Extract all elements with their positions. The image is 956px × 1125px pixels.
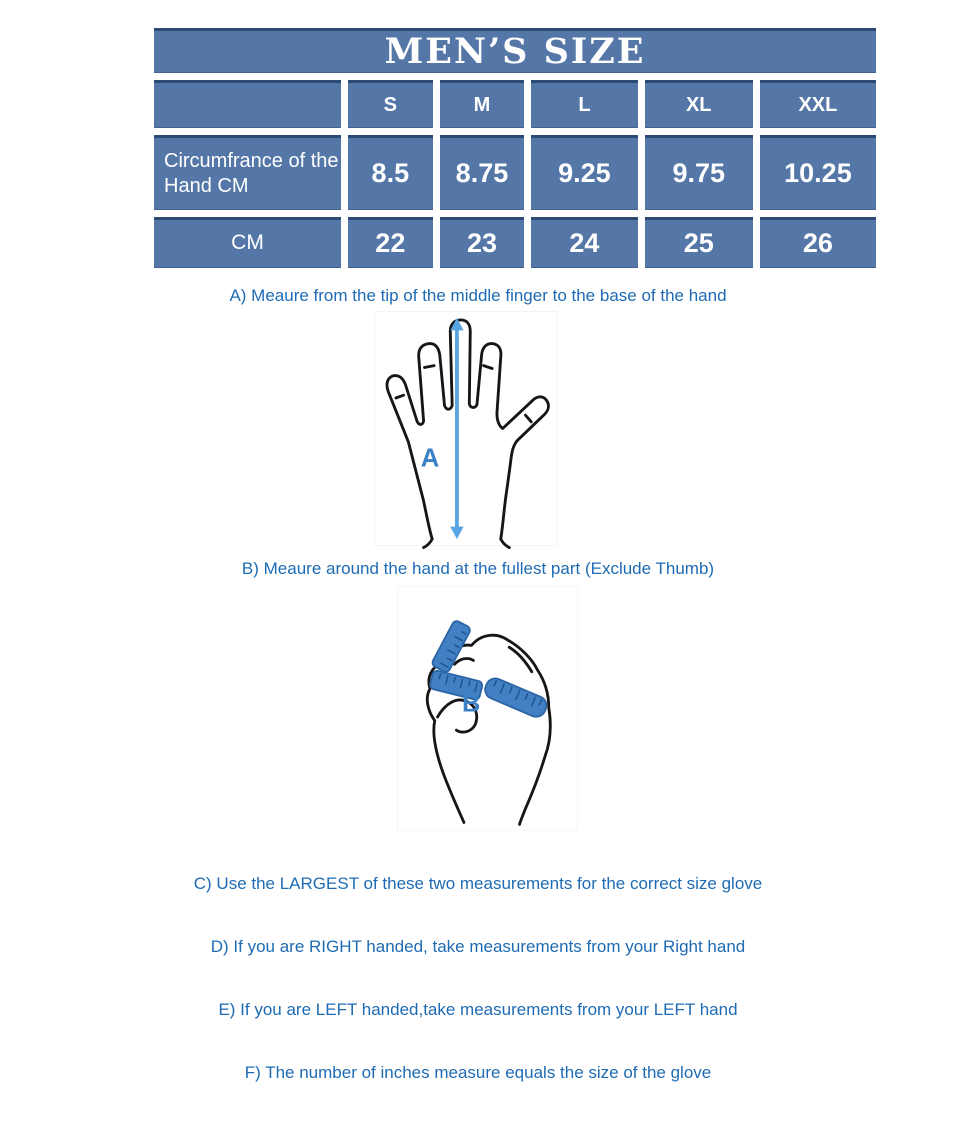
instruction-block [0, 831, 956, 1125]
instruction-a: A) Meaure from the tip of the middle finger to the base of the hand [229, 286, 727, 305]
circumference-value-l: 9.25 [531, 135, 637, 210]
cm-value-l: 24 [531, 217, 637, 268]
corner-cell [154, 80, 341, 128]
open-hand-illustration [375, 312, 556, 545]
row-label-circumference: Circumfrance of the Hand CM [154, 135, 341, 210]
label-a: A [420, 444, 440, 473]
row-label-cm: CM [154, 217, 341, 268]
fist-illustration [398, 587, 577, 830]
instruction-b: B) Meaure around the hand at the fullest part (Exclude Thumb) [241, 559, 715, 578]
circumference-value-m: 8.75 [440, 135, 525, 210]
fist-measure-diagram [397, 586, 578, 831]
circumference-value-xxl: 10.25 [760, 135, 876, 210]
column-header-m: M [440, 80, 525, 128]
column-header-xxl: XXL [760, 80, 876, 128]
circumference-value-s: 8.5 [348, 135, 433, 210]
cm-value-m: 23 [440, 217, 525, 268]
instruction-c: C) Use the LARGEST of these two measurements for the correct size glove [193, 874, 763, 893]
hand-measure-diagram [374, 311, 557, 546]
cm-value-s: 22 [348, 217, 433, 268]
cm-value-xl: 25 [645, 217, 753, 268]
column-header-l: L [531, 80, 637, 128]
circumference-value-xl: 9.75 [645, 135, 753, 210]
table-title: MEN’S SIZE [154, 28, 876, 73]
cm-value-xxl: 26 [760, 217, 876, 268]
instruction-f: F) The number of inches measure equals the size of the glove [244, 1063, 712, 1082]
column-header-s: S [348, 80, 433, 128]
hand-outline [387, 320, 549, 548]
instruction-e: E) If you are LEFT handed,take measurements from your LEFT hand [218, 1000, 738, 1019]
column-header-xl: XL [645, 80, 753, 128]
instruction-d: D) If you are RIGHT handed, take measurements from your Right hand [210, 937, 746, 956]
label-b: B [462, 689, 481, 718]
size-table [154, 28, 876, 268]
